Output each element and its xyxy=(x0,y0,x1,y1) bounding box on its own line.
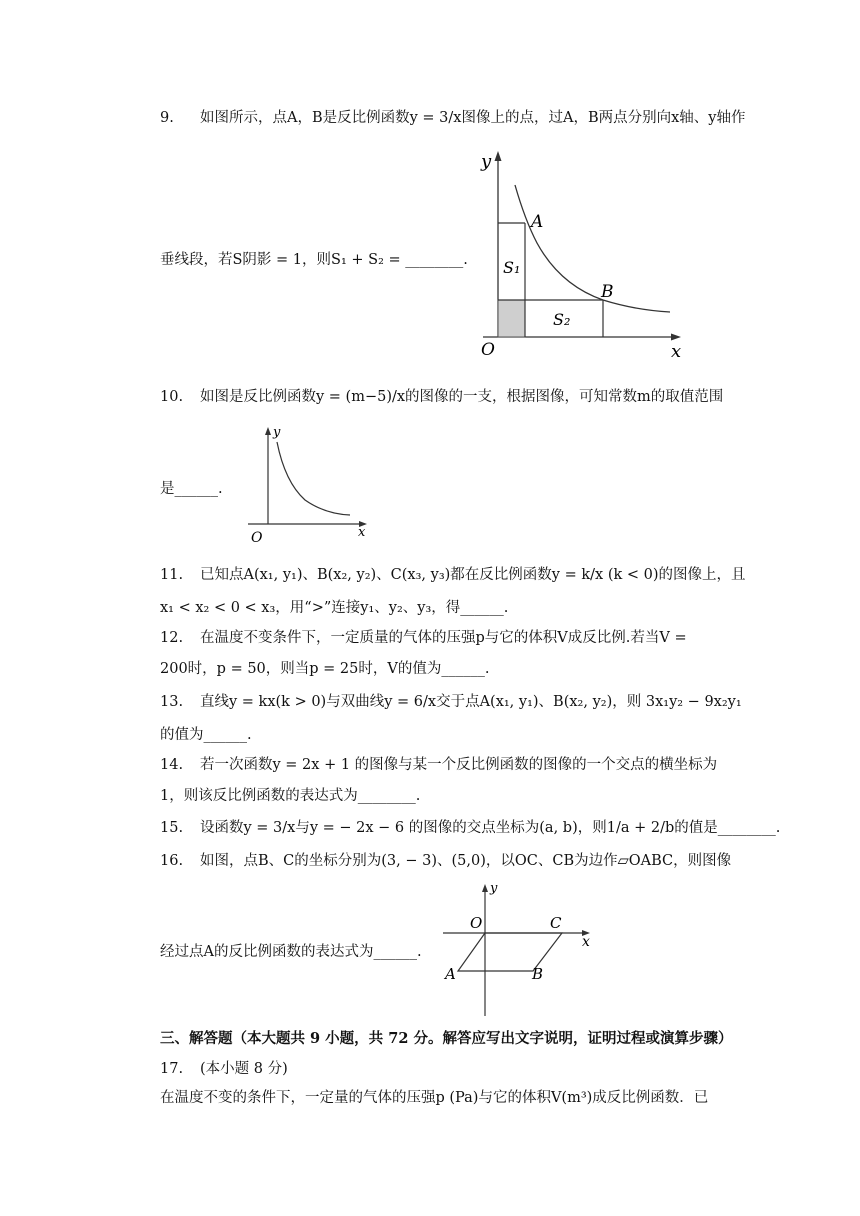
q9-label-x: x xyxy=(671,341,682,362)
q9-y-arrow xyxy=(495,151,502,161)
q11-text-line1: 已知点A(x₁, y₁)、B(x₂, y₂)、C(x₃, y₃)都在反比例函数y = k/x (k < 0)的图像上，且 xyxy=(200,567,746,583)
q15-number: 15. xyxy=(160,820,184,836)
q17-text-line1: 在温度不变的条件下，一定量的气体的压强p (Pa)与它的体积V(m³)成反比例函数．已 xyxy=(160,1090,709,1106)
q10-number: 10. xyxy=(160,389,184,405)
q13-text-line1: 直线y = kx(k > 0)与双曲线y = 6/x交于点A(x₁, y₁)、B(x₂, y₂)，则 3x₁y₂ − 9x₂y₁ xyxy=(200,694,742,710)
q10-line1 xyxy=(160,387,723,407)
q16-label-y: y xyxy=(490,881,498,896)
q10-text-line2: 是______. xyxy=(160,481,223,497)
q17-header xyxy=(160,1059,288,1079)
section3-title: 三、解答题（本大题共 9 小题，共 72 分。解答应写出文字说明，证明过程或演算步骤） xyxy=(160,1030,733,1047)
q16-line1 xyxy=(160,851,731,871)
q9-label-y: y xyxy=(481,151,492,172)
q9-text-line1: 如图所示，点A，B是反比例函数y = 3/x图像上的点，过A，B两点分别向x轴、y轴作 xyxy=(200,110,746,126)
q15-line1 xyxy=(160,818,780,838)
q10-hyperbola-curve xyxy=(277,442,350,515)
q9-label-s1: S₁ xyxy=(503,258,521,277)
q14-text-line1: 若一次函数y = 2x + 1 的图像与某一个反比例函数的图像的一个交点的横坐标为 xyxy=(200,757,718,773)
q9-label-o: O xyxy=(481,340,495,360)
q12-text-line1: 在温度不变条件下，一定质量的气体的压强p与它的体积V成反比例.若当V = xyxy=(200,630,687,646)
q17-points: (本小题 8 分) xyxy=(200,1061,288,1077)
q11-text-line2: x₁ < x₂ < 0 < x₃，用“>”连接y₁、y₂、y₃，得______. xyxy=(160,600,509,616)
q9-label-s2: S₂ xyxy=(553,310,571,329)
q10-label-x: x xyxy=(358,525,366,540)
q12-number: 12. xyxy=(160,630,184,646)
q9-number: 9. xyxy=(160,110,174,126)
q9-label-b: B xyxy=(601,282,614,302)
q16-label-o: O xyxy=(470,914,483,932)
q16-parallelogram xyxy=(458,933,562,971)
q16-label-b: B xyxy=(532,965,544,983)
q14-text-line2: 1，则该反比例函数的表达式为________. xyxy=(160,788,421,804)
q9-text-line2: 垂线段，若S阴影 = 1，则S₁ + S₂ = ________. xyxy=(160,252,468,268)
q9-shaded-region xyxy=(498,300,525,337)
q16-number: 16. xyxy=(160,853,184,869)
q10-label-y: y xyxy=(273,425,281,440)
q14-number: 14. xyxy=(160,757,184,773)
q12-text-line2: 200时，p = 50，则当p = 25时，V的值为______. xyxy=(160,661,490,677)
q15-text-line1: 设函数y = 3/x与y = − 2x − 6 的图像的交点坐标为(a, b)，则1/a + 2/b的值是________. xyxy=(200,820,781,836)
q16-label-x: x xyxy=(582,934,590,950)
q12-line1 xyxy=(160,628,687,648)
q9-x-arrow xyxy=(671,334,681,341)
q9-figure xyxy=(465,145,690,365)
q9-label-a: A xyxy=(531,212,544,232)
q16-text-line2: 经过点A的反比例函数的表达式为______. xyxy=(160,944,422,960)
q16-label-a: A xyxy=(445,965,456,983)
q10-label-o: O xyxy=(251,530,263,546)
q13-text-line2: 的值为______. xyxy=(160,727,252,743)
q17-number: 17. xyxy=(160,1061,184,1077)
q16-label-c: C xyxy=(550,914,562,932)
q16-text-line1: 如图，点B、C的坐标分别为(3, − 3)、(5,0)，以OC、CB为边作▱OABC，则图像 xyxy=(200,853,732,869)
q13-number: 13. xyxy=(160,694,184,710)
q16-figure xyxy=(438,878,598,1018)
q11-number: 11. xyxy=(160,567,184,583)
q9-line1 xyxy=(160,108,745,128)
q9-hyperbola-curve xyxy=(515,185,670,312)
q10-text-line1: 如图是反比例函数y = (m−5)/x的图像的一支，根据图像，可知常数m的取值范围 xyxy=(200,389,724,405)
q14-line1 xyxy=(160,755,717,775)
q13-line1 xyxy=(160,692,742,712)
q10-figure xyxy=(240,422,375,547)
q11-line1 xyxy=(160,565,746,585)
